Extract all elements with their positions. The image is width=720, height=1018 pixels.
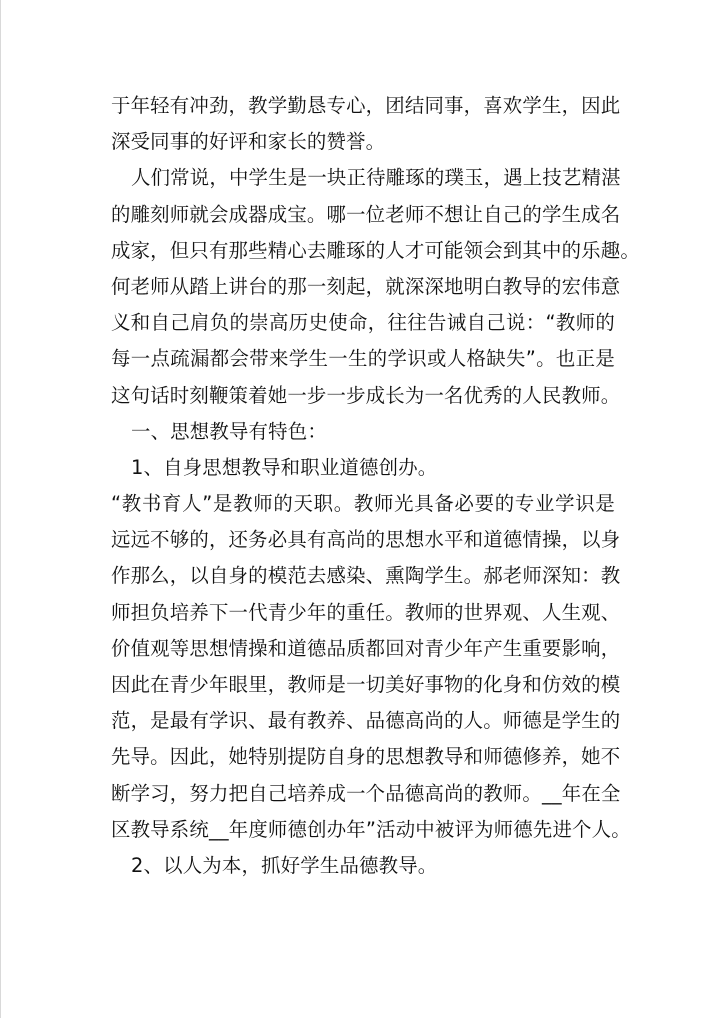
text-line: 因此在青少年眼里，教师是一切美好事物的化身和仿效的模 [111, 673, 621, 696]
text-line: 2、以人为本，抓好学生品德教导。 [131, 853, 438, 877]
text-line: 这句话时刻鞭策着她一步一步成长为一名优秀的人民教师。 [111, 383, 621, 407]
text-line: 人们常说，中学生是一块正待雕琢的璞玉，遇上技艺精湛 [131, 166, 621, 190]
text-line: 每一点疏漏都会带来学生一生的学识或人格缺失”。也正是 [111, 347, 615, 371]
text-line: 于年轻有冲劲，教学勤恳专心，团结同事，喜欢学生，因此 [111, 94, 621, 117]
text-line: 先导。因此，她特别提防自身的思想教导和师德修养，她不 [111, 745, 621, 769]
text-line: 一、思想教导有特色： [131, 419, 327, 443]
text-line: 断学习，努力把自己培养成一个品德高尚的教师。__年在全 [111, 781, 621, 805]
text-line: 1、自身思想教导和职业道德创办。 [131, 455, 438, 479]
text-line: 义和自己肩负的崇高历史使命，往往告诫自己说：“教师的 [111, 311, 615, 335]
text-line: “教书育人”是教师的天职。教师光具备必要的专业学识是 [111, 492, 615, 516]
text-line: 价值观等思想情操和道德品质都回对青少年产生重要影响， [111, 636, 621, 660]
text-line: 作那么，以自身的模范去感染、熏陶学生。郝老师深知：教 [111, 564, 621, 588]
text-line: 师担负培养下一代青少年的重任。教师的世界观、人生观、 [111, 600, 621, 624]
text-line: 成家，但只有那些精心去雕琢的人才可能领会到其中的乐趣。 [111, 238, 640, 262]
text-line: 区教导系统__年度师德创办年”活动中被评为师德先进个人。 [111, 817, 631, 841]
text-line: 何老师从踏上讲台的那一刻起，就深深地明白教导的宏伟意 [111, 274, 621, 298]
text-line: 范，是最有学识、最有教养、品德高尚的人。师德是学生的 [111, 709, 621, 733]
text-line: 的雕刻师就会成器成宝。哪一位老师不想让自己的学生成名 [111, 202, 621, 226]
text-line: 远远不够的，还务必具有高尚的思想水平和道德情操，以身 [111, 528, 621, 552]
document-body [111, 88, 640, 884]
text-line: 深受同事的好评和家长的赞誉。 [111, 130, 386, 154]
